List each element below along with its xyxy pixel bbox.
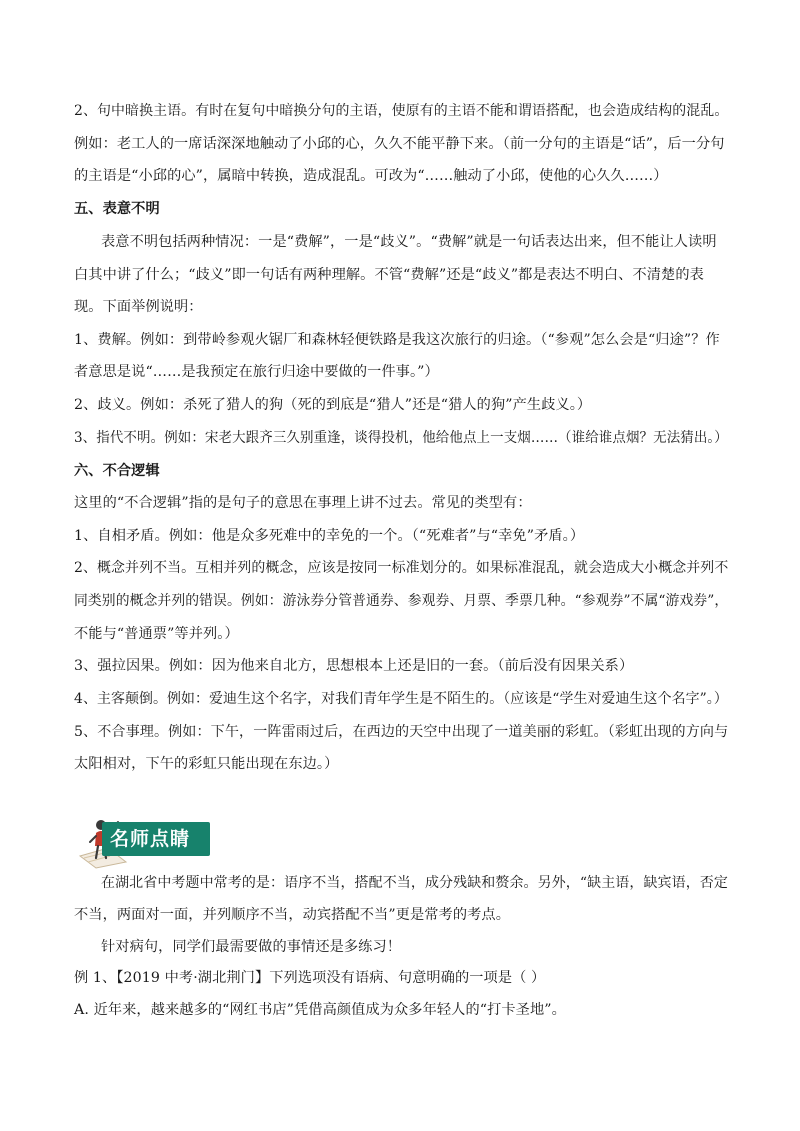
option-a: A. 近年来，越来越多的“网红书店”凭借高颜值成为众多年轻人的“打卡圣地”。 <box>74 1002 566 1018</box>
teacher-tip-badge <box>74 812 214 870</box>
section-heading-5: 五、表意不明 <box>74 201 160 217</box>
text-line: 3、指代不明。例如：宋老大跟齐三久别重逢，谈得投机，他给他点上一支烟……（谁给谁点烟？无法猜出。） <box>74 430 728 446</box>
text-line: 同类别的概念并列的错误。例如：游泳券分管普通券、参观券、月票、季票几种。“参观券”不属“游戏券”， <box>74 593 729 609</box>
text-line: 太阳相对，下午的彩虹只能出现在东边。） <box>74 756 339 772</box>
text-line: 的主语是“小邱的心”，属暗中转换，造成混乱。可改为“……触动了小邱，使他的心久久……） <box>74 168 668 184</box>
text-line: 2、句中暗换主语。有时在复句中暗换分句的主语，使原有的主语不能和谓语搭配，也会造成结构的混乱。 <box>74 103 729 119</box>
text-line: 者意思是说“……是我预定在旅行归途中要做的一件事。”） <box>74 364 439 380</box>
text-line: 1、费解。例如：到带岭参观火锯厂和森林轻便铁路是我这次旅行的归途。（“参观”怎么会是“归途”？作 <box>74 332 720 348</box>
text-line: 2、概念并列不当。互相并列的概念，应该是按同一标准划分的。如果标准混乱，就会造成大小概念并列不 <box>74 560 729 576</box>
text-line: 3、强拉因果。例如：因为他来自北方，思想根本上还是旧的一套。（前后没有因果关系） <box>74 658 634 674</box>
badge-label: 名师点睛 <box>110 828 191 850</box>
example-question: 例 1、【2019 中考·湖北荆门】下列选项没有语病、句意明确的一项是（ ） <box>74 970 546 986</box>
text-line: 表意不明包括两种情况：一是“费解”，一是“歧义”。“费解”就是一句话表达出来，但不能让人读明 <box>101 234 717 250</box>
text-line: 针对病句，同学们最需要做的事情还是多练习！ <box>101 939 402 955</box>
text-line: 例如：老工人的一席话深深地触动了小邱的心，久久不能平静下来。（前一分句的主语是“话”，后一分句 <box>74 136 725 152</box>
text-line: 在湖北省中考题中常考的是：语序不当，搭配不当，成分残缺和赘余。另外，“缺主语，缺宾语，否定 <box>101 875 728 891</box>
text-line: 4、主客颠倒。例如：爱迪生这个名字，对我们青年学生是不陌生的。（应该是“学生对爱迪生这个名字”。） <box>74 691 728 707</box>
text-line: 白其中讲了什么；“歧义”即一句话有两种理解。不管“费解”还是“歧义”都是表达不明白、不清楚的表 <box>74 267 704 283</box>
text-line: 2、歧义。例如：杀死了猎人的狗（死的到底是“猎人”还是“猎人的狗”产生歧义。） <box>74 397 592 413</box>
text-line: 5、不合事理。例如：下午，一阵雷雨过后，在西边的天空中出现了一道美丽的彩虹。（彩虹出现的方向与 <box>74 724 729 740</box>
text-line: 不能与“普通票”等并列。） <box>74 626 239 642</box>
text-line: 不当，两面对一面，并列顺序不当，动宾搭配不当”更是常考的考点。 <box>74 907 510 923</box>
section-heading-6: 六、不合逻辑 <box>74 463 160 479</box>
text-line: 1、自相矛盾。例如：他是众多死难中的幸免的一个。（“死难者”与“幸免”矛盾。） <box>74 528 585 544</box>
text-line: 现。下面举例说明： <box>74 299 203 315</box>
text-line: 这里的“不合逻辑”指的是句子的意思在事理上讲不过去。常见的类型有： <box>74 495 532 511</box>
